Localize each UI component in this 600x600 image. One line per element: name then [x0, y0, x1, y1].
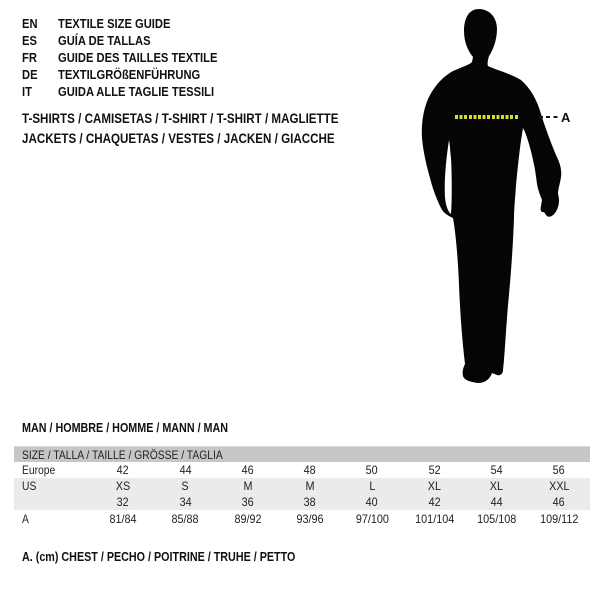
size-cell: 50 — [366, 463, 379, 477]
language-code: IT — [22, 84, 32, 99]
table-row — [14, 510, 590, 528]
language-label: GUIDA ALLE TAGLIE TESSILI — [58, 84, 215, 99]
size-cell: S — [181, 479, 189, 493]
size-cell: 85/88 — [171, 512, 199, 526]
table-row — [14, 494, 590, 510]
size-cell: 44 — [179, 463, 192, 477]
size-table-grid — [14, 462, 590, 528]
size-cell: 42 — [117, 463, 130, 477]
size-cell: 34 — [179, 495, 192, 509]
size-cell: XXL — [548, 479, 570, 493]
size-cell: 54 — [490, 463, 503, 477]
size-cell: 109/112 — [539, 512, 578, 526]
measure-callout-dash — [539, 116, 559, 118]
man-silhouette-path — [422, 9, 561, 383]
size-cell: 89/92 — [234, 512, 262, 526]
language-code: DE — [22, 67, 38, 82]
row-label: Europe — [22, 463, 56, 477]
size-cell: XL — [490, 479, 504, 493]
size-cell: 97/100 — [355, 512, 389, 526]
size-cell: 32 — [117, 495, 130, 509]
man-silhouette — [390, 0, 600, 400]
size-cell: 44 — [490, 495, 503, 509]
size-cell: 56 — [552, 463, 565, 477]
table-row — [14, 462, 590, 478]
language-row — [22, 15, 243, 32]
size-cell: 52 — [428, 463, 441, 477]
language-row — [22, 83, 243, 100]
row-label — [14, 494, 92, 510]
category-lines — [22, 109, 390, 149]
size-table-header: SIZE / TALLA / TAILLE / GRÖSSE / TAGLIA — [14, 446, 590, 462]
language-label: TEXTILGRÖßENFÜHRUNG — [58, 67, 201, 82]
footnote-chest: A. (cm) CHEST / PECHO / POITRINE / TRUHE / PETTO — [22, 550, 296, 564]
size-cell: 105/108 — [477, 512, 517, 526]
language-row — [22, 66, 243, 83]
size-cell: L — [369, 479, 376, 493]
chest-measure-line — [455, 115, 519, 119]
category-line-jackets: JACKETS / CHAQUETAS / VESTES / JACKEN / GIACCHE — [22, 131, 335, 146]
size-cell: 42 — [428, 495, 441, 509]
size-cell: XS — [115, 479, 131, 493]
size-cell: M — [305, 479, 315, 493]
size-cell: 46 — [241, 463, 254, 477]
size-cell: M — [243, 479, 253, 493]
category-line-tshirts: T-SHIRTS / CAMISETAS / T-SHIRT / T-SHIRT / MAGLIETTE — [22, 111, 339, 126]
measure-label-a: A — [561, 110, 571, 125]
language-row — [22, 32, 243, 49]
section-title-man: MAN / HOMBRE / HOMME / MANN / MAN — [22, 421, 229, 435]
language-label: TEXTILE SIZE GUIDE — [58, 16, 171, 31]
language-label: GUÍA DE TALLAS — [58, 33, 151, 48]
size-cell: 38 — [303, 495, 316, 509]
language-list — [22, 15, 243, 100]
language-row — [22, 49, 243, 66]
row-label: US — [22, 479, 37, 493]
size-cell: 36 — [241, 495, 254, 509]
size-cell: 48 — [303, 463, 316, 477]
language-code: EN — [22, 16, 38, 31]
size-table — [14, 446, 590, 528]
size-cell: 81/84 — [109, 512, 137, 526]
size-cell: 46 — [552, 495, 565, 509]
language-label: GUIDE DES TAILLES TEXTILE — [58, 50, 218, 65]
size-table-body — [14, 462, 590, 528]
table-row — [14, 478, 590, 494]
language-code: ES — [22, 33, 37, 48]
size-cell: 93/96 — [296, 512, 324, 526]
row-label: A — [22, 512, 29, 526]
language-code: FR — [22, 50, 37, 65]
size-cell: 40 — [366, 495, 379, 509]
size-cell: XL — [427, 479, 441, 493]
size-cell: 101/104 — [414, 512, 454, 526]
